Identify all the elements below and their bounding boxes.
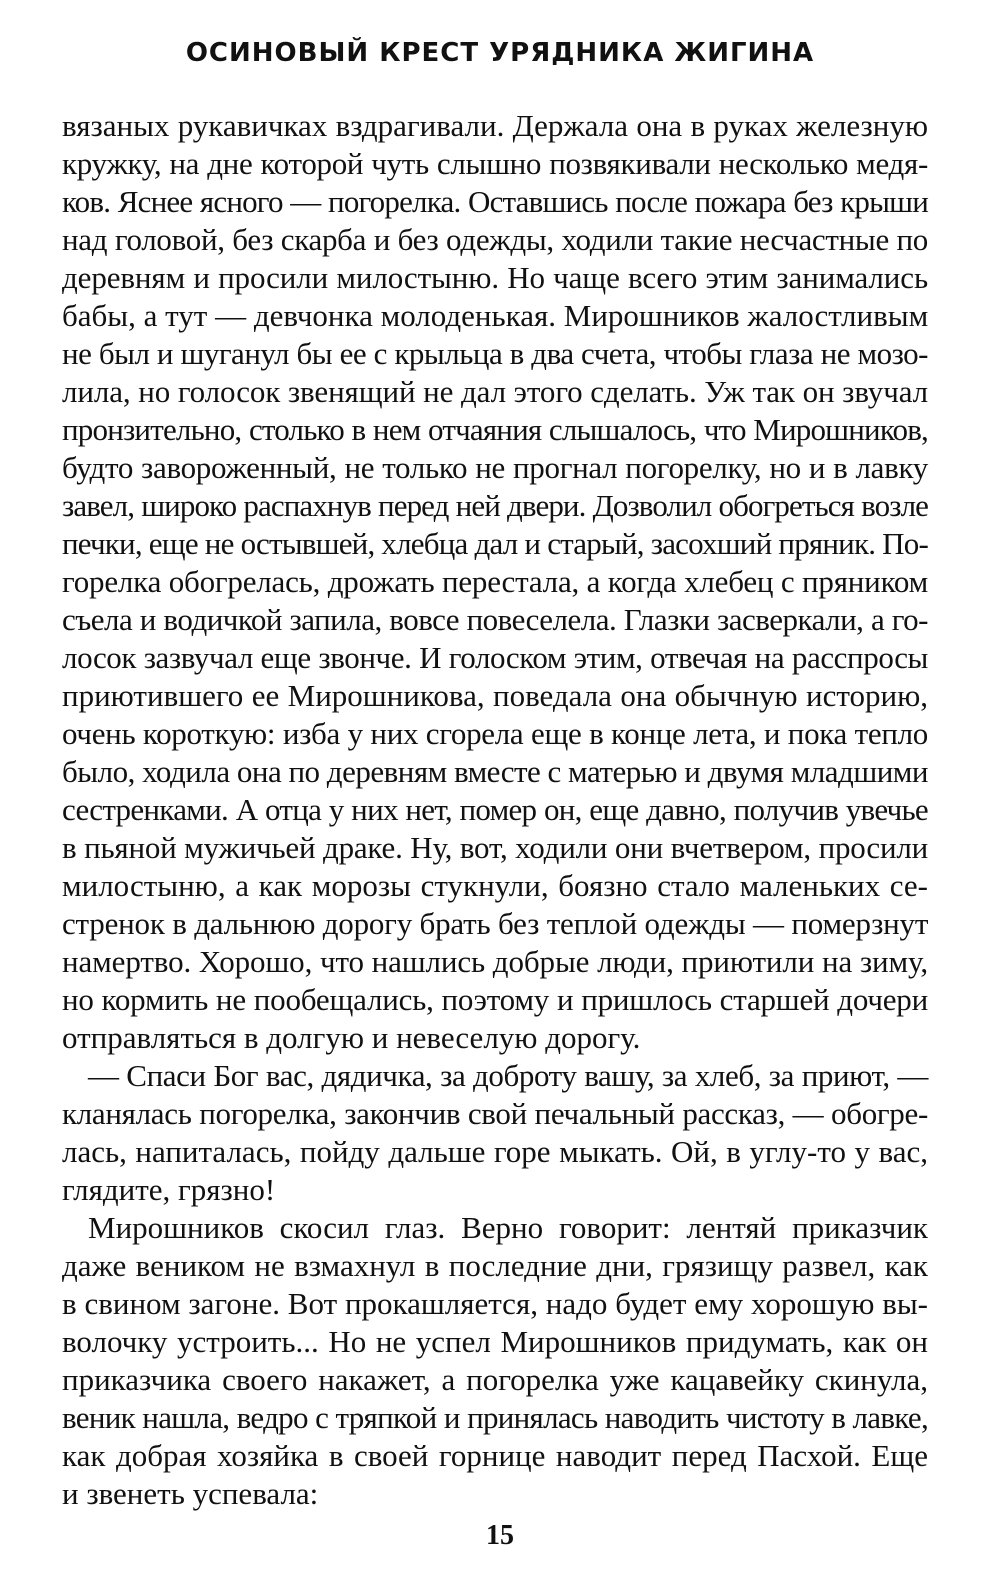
text-line: приказчика своего накажет, а погорелка уже кацавейку скинула, <box>62 1362 928 1397</box>
text-line: не был и шуганул бы ее с крыльца в два счета, чтобы глаза не мозо- <box>62 336 928 371</box>
running-header: ОСИНОВЫЙ КРЕСТ УРЯДНИКА ЖИГИНА <box>185 38 815 68</box>
text-line: лила, но голосок звенящий не дал этого сделать. Уж так он звучал <box>62 374 928 409</box>
text-line: — Спаси Бог вас, дядичка, за доброту вашу, за хлеб, за приют, — <box>88 1058 928 1093</box>
text-line: деревням и просили милостыню. Но чаще всего этим занимались <box>62 260 928 295</box>
text-line: кружку, на дне которой чуть слышно позвякивали несколько медя- <box>62 146 928 181</box>
text-line: сестренками. А отца у них нет, помер он, еще давно, получив увечье <box>62 792 928 827</box>
text-line: лась, напиталась, пойду дальше горе мыкать. Ой, в углу-то у вас, <box>62 1134 928 1169</box>
text-line: кланялась погорелка, закончив свой печальный рассказ, — обогре- <box>62 1096 928 1131</box>
text-line: будто завороженный, не только не прогнал погорелку, но и в лавку <box>62 450 928 485</box>
text-line: милостыню, а как морозы стукнули, боязно стало маленьких се- <box>62 868 928 903</box>
text-line: печки, еще не остывшей, хлебца дал и старый, засохший пряник. По- <box>62 526 928 561</box>
text-line: съела и водичкой запила, вовсе повеселела. Глазки засверкали, а го- <box>62 602 928 637</box>
text-line: глядите, грязно! <box>62 1172 276 1207</box>
text-line: отправляться в долгую и невеселую дорогу. <box>62 1020 641 1055</box>
text-line: даже веником не взмахнул в последние дни, грязищу развел, как <box>62 1248 928 1283</box>
text-line: бабы, а тут — девчонка молоденькая. Мирошников жалостливым <box>62 298 929 333</box>
text-line: но кормить не пообещались, поэтому и пришлось старшей дочери <box>62 982 928 1017</box>
text-line: намертво. Хорошо, что нашлись добрые люди, приютили на зиму, <box>62 944 928 979</box>
text-line: и звенеть успевала: <box>62 1476 319 1511</box>
text-line: в пьяной мужичьей драке. Ну, вот, ходили они вчетвером, просили <box>62 830 928 865</box>
text-line: завел, широко распахнув перед ней двери. Дозволил обогреться возле <box>62 488 928 523</box>
text-line: горелка обогрелась, дрожать перестала, а когда хлебец с пряником <box>62 564 928 599</box>
text-line: лосок зазвучал еще звонче. И голоском этим, отвечая на расспросы <box>62 640 928 675</box>
page-number: 15 <box>486 1520 514 1551</box>
text-line: веник нашла, ведро с тряпкой и принялась наводить чистоту в лавке, <box>62 1400 928 1435</box>
text-line: стренок в дальнюю дорогу брать без теплой одежды — померзнут <box>62 906 929 941</box>
text-line: пронзительно, столько в нем отчаяния слышалось, что Мирошников, <box>62 412 928 447</box>
text-line: в свином загоне. Вот прокашляется, надо будет ему хорошую вы- <box>62 1286 928 1321</box>
text-line: было, ходила она по деревням вместе с матерью и двумя младшими <box>62 754 928 789</box>
text-line: вязаных рукавичках вздрагивали. Держала она в руках железную <box>62 108 928 143</box>
text-line: очень короткую: изба у них сгорела еще в конце лета, и пока тепло <box>62 716 928 751</box>
text-line: Мирошников скосил глаз. Верно говорит: лентяй приказчик <box>88 1210 928 1245</box>
text-line: ков. Яснее ясного — погорелка. Оставшись после пожара без крыши <box>62 184 928 219</box>
text-line: над головой, без скарба и без одежды, ходили такие несчастные по <box>62 222 928 257</box>
text-line: приютившего ее Мирошникова, поведала она обычную историю, <box>62 678 928 713</box>
text-line: как добрая хозяйка в своей горнице наводит перед Пасхой. Еще <box>62 1438 928 1473</box>
text-line: волочку устроить... Но не успел Мирошников придумать, как он <box>62 1324 928 1359</box>
